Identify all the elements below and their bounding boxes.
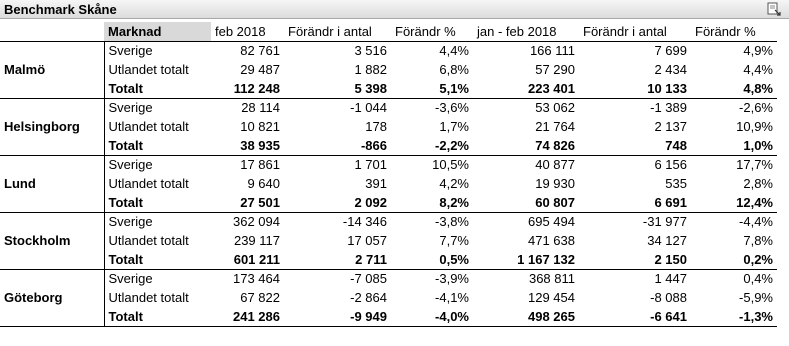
- table-row: [0, 212, 777, 231]
- market-label: Sverige: [108, 214, 153, 230]
- value-cell: 1 701: [354, 157, 387, 173]
- city-label: Helsingborg: [0, 98, 104, 155]
- column-header[interactable]: jan - feb 2018: [473, 22, 579, 41]
- value-cell: 2 150: [579, 250, 691, 269]
- total-row: [0, 250, 777, 269]
- value-cell: 498 265: [473, 307, 579, 326]
- value-cell: 695 494: [528, 214, 575, 230]
- value-cell: 4,4%: [439, 43, 469, 59]
- value-cell: 29 487: [240, 62, 280, 77]
- value-cell: 0,2%: [691, 250, 777, 269]
- value-cell: 1,0%: [691, 136, 777, 155]
- value-cell: 6 691: [579, 193, 691, 212]
- value-cell: -4,0%: [391, 307, 473, 326]
- value-cell: -9 949: [284, 307, 391, 326]
- table-row: [0, 288, 777, 307]
- value-cell: 67 822: [240, 290, 280, 305]
- value-cell: 5 398: [284, 79, 391, 98]
- value-cell: 34 127: [647, 233, 687, 248]
- value-cell: 1 447: [654, 271, 687, 287]
- total-row: [0, 193, 777, 212]
- value-cell: 2 711: [284, 250, 391, 269]
- value-cell: 28 114: [241, 100, 280, 116]
- value-cell: -31 977: [642, 214, 687, 230]
- header-row: [0, 22, 777, 41]
- value-cell: 0,4%: [743, 271, 773, 287]
- value-cell: 3 516: [354, 43, 387, 59]
- table-title: Benchmark Skåne: [4, 2, 117, 17]
- city-label: Lund: [0, 155, 104, 212]
- value-cell: 17 057: [347, 233, 387, 248]
- value-cell: -1,3%: [691, 307, 777, 326]
- value-cell: 4,9%: [743, 43, 773, 59]
- header-spacer: [0, 22, 104, 41]
- value-cell: 10 133: [579, 79, 691, 98]
- value-cell: 10,5%: [432, 157, 469, 173]
- value-cell: 17,7%: [736, 157, 773, 173]
- value-cell: 748: [579, 136, 691, 155]
- value-cell: 74 826: [473, 136, 579, 155]
- market-label: Utlandet totalt: [108, 176, 189, 191]
- value-cell: 2,8%: [743, 176, 773, 191]
- value-cell: -6 641: [579, 307, 691, 326]
- value-cell: 471 638: [528, 233, 575, 248]
- value-cell: 9 640: [247, 176, 280, 191]
- value-cell: 19 930: [535, 176, 575, 191]
- market-label: Totalt: [104, 193, 211, 212]
- value-cell: 166 111: [529, 43, 575, 59]
- export-icon[interactable]: [767, 2, 781, 16]
- market-label: Utlandet totalt: [108, 290, 189, 305]
- column-header[interactable]: Förändr i antal: [284, 22, 391, 41]
- total-row: [0, 136, 777, 155]
- value-cell: 12,4%: [691, 193, 777, 212]
- value-cell: -3,8%: [435, 214, 469, 230]
- value-cell: 27 501: [211, 193, 284, 212]
- table-titlebar: [0, 0, 789, 19]
- value-cell: 10 821: [240, 119, 280, 134]
- value-cell: 10,9%: [736, 119, 773, 134]
- value-cell: 1 882: [354, 62, 387, 77]
- table-row: [0, 98, 777, 117]
- value-cell: -1 389: [650, 100, 687, 116]
- value-cell: -4,4%: [739, 214, 773, 230]
- value-cell: 40 877: [535, 157, 575, 173]
- city-label: Stockholm: [0, 212, 104, 269]
- value-cell: 6,8%: [439, 62, 469, 77]
- market-label: Sverige: [108, 157, 153, 173]
- total-row: [0, 79, 777, 98]
- table-row: [0, 269, 777, 288]
- value-cell: -8 088: [650, 290, 687, 305]
- value-cell: -1 044: [350, 100, 387, 116]
- column-header[interactable]: feb 2018: [211, 22, 284, 41]
- total-row: [0, 307, 777, 326]
- value-cell: 5,1%: [391, 79, 473, 98]
- value-cell: 1 167 132: [473, 250, 579, 269]
- market-label: Utlandet totalt: [108, 62, 189, 77]
- value-cell: -2 864: [350, 290, 387, 305]
- value-cell: -2,2%: [391, 136, 473, 155]
- market-label: Totalt: [104, 307, 211, 326]
- value-cell: 4,2%: [439, 176, 469, 191]
- market-label: Totalt: [104, 250, 211, 269]
- value-cell: -3,9%: [435, 271, 469, 287]
- value-cell: 6 156: [654, 157, 687, 173]
- column-header[interactable]: Förändr %: [391, 22, 473, 41]
- table-row: [0, 231, 777, 250]
- market-label: Sverige: [108, 271, 153, 287]
- city-label: Göteborg: [0, 269, 104, 326]
- value-cell: 17 861: [240, 157, 280, 173]
- table-row: [0, 60, 777, 79]
- benchmark-table: [0, 22, 777, 327]
- column-header[interactable]: Förändr i antal: [579, 22, 691, 41]
- value-cell: 2 092: [284, 193, 391, 212]
- value-cell: 368 811: [528, 271, 575, 287]
- value-cell: 4,8%: [691, 79, 777, 98]
- value-cell: 178: [365, 119, 387, 134]
- value-cell: 7,8%: [743, 233, 773, 248]
- value-cell: -2,6%: [739, 100, 773, 116]
- value-cell: -14 346: [342, 214, 387, 230]
- value-cell: 362 094: [233, 214, 280, 230]
- value-cell: 82 761: [240, 43, 280, 59]
- market-label: Totalt: [104, 79, 211, 98]
- value-cell: 60 807: [473, 193, 579, 212]
- value-cell: 601 211: [211, 250, 284, 269]
- market-label: Sverige: [108, 100, 153, 116]
- value-cell: -5,9%: [739, 290, 773, 305]
- value-cell: 4,4%: [743, 62, 773, 77]
- value-cell: 129 454: [528, 290, 575, 305]
- market-label: Utlandet totalt: [108, 119, 189, 134]
- market-label: Utlandet totalt: [108, 233, 189, 248]
- value-cell: 1,7%: [439, 119, 469, 134]
- value-cell: 38 935: [211, 136, 284, 155]
- market-label: Sverige: [108, 43, 153, 59]
- column-header[interactable]: Marknad: [104, 22, 211, 41]
- value-cell: 21 764: [535, 119, 575, 134]
- value-cell: -3,6%: [435, 100, 469, 116]
- value-cell: 173 464: [233, 271, 280, 287]
- table-row: [0, 174, 777, 193]
- value-cell: 0,5%: [391, 250, 473, 269]
- value-cell: 7,7%: [439, 233, 469, 248]
- value-cell: 53 062: [535, 100, 575, 116]
- value-cell: 391: [365, 176, 387, 191]
- value-cell: 8,2%: [391, 193, 473, 212]
- value-cell: 241 286: [211, 307, 284, 326]
- value-cell: 57 290: [535, 62, 575, 77]
- value-cell: 2 434: [654, 62, 687, 77]
- value-cell: 535: [665, 176, 687, 191]
- column-header[interactable]: Förändr %: [691, 22, 777, 41]
- table-row: [0, 117, 777, 136]
- value-cell: 2 137: [654, 119, 687, 134]
- table-row: [0, 155, 777, 174]
- table-row: [0, 41, 777, 60]
- value-cell: -4,1%: [435, 290, 469, 305]
- value-cell: 112 248: [211, 79, 284, 98]
- city-label: Malmö: [0, 41, 104, 98]
- value-cell: -7 085: [350, 271, 387, 287]
- value-cell: 223 401: [473, 79, 579, 98]
- value-cell: 7 699: [654, 43, 687, 59]
- value-cell: 239 117: [233, 233, 280, 248]
- market-label: Totalt: [104, 136, 211, 155]
- value-cell: -866: [284, 136, 391, 155]
